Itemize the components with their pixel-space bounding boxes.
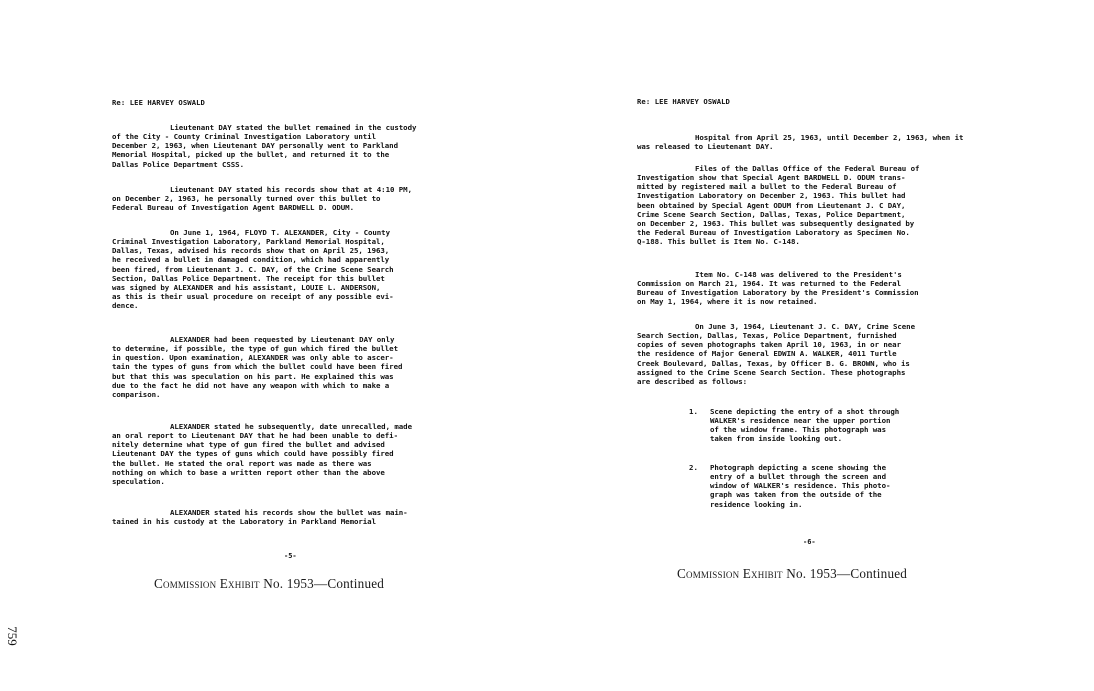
- text-line: Photograph depicting a scene showing the: [710, 463, 886, 472]
- text-line: Creek Boulevard, Dallas, Texas, by Officer B. G. BROWN, who is: [637, 358, 910, 368]
- text-line: on May 1, 1964, where it is now retained.: [637, 297, 818, 307]
- text-line: nothing on which to base a written report other than the above: [112, 467, 385, 477]
- text-line: but that this was speculation on his part. He explained this was: [112, 371, 394, 381]
- text-line: been fired, from Lieutenant J. C. DAY, of the Crime Scene Search: [112, 264, 394, 274]
- text-line: are described as follows:: [637, 376, 747, 386]
- right-paragraph-4: [637, 322, 987, 386]
- list-item-1-number: 1.: [689, 407, 698, 416]
- text-line: Dallas, Texas, advised his records show that on April 25, 1963,: [112, 246, 390, 256]
- left-page-number: -5-: [284, 552, 297, 560]
- list-item-1-text: [710, 407, 899, 444]
- right-page-number: -6-: [803, 538, 816, 546]
- text-line: ALEXANDER had been requested by Lieutenant DAY only: [170, 335, 395, 344]
- left-paragraph-4: [112, 335, 494, 399]
- text-line: Bureau of Investigation Laboratory by the President's Commission: [637, 288, 919, 298]
- text-line: to determine, if possible, the type of gun which fired the bullet: [112, 344, 398, 354]
- left-caption-rest: No. 1953—Continued: [263, 576, 385, 591]
- left-paragraph-3: [112, 228, 494, 310]
- side-page-number: 759: [4, 626, 20, 646]
- text-line: December 2, 1963, when Lieutenant DAY personally went to Parkland: [112, 141, 398, 151]
- text-line: Federal Bureau of Investigation Agent BARDWELL D. ODUM.: [112, 203, 354, 213]
- text-line: Criminal Investigation Laboratory, Parkland Memorial Hospital,: [112, 237, 385, 247]
- text-line: residence looking in.: [710, 499, 803, 509]
- text-line: of the City - County Criminal Investigation Laboratory until: [112, 132, 376, 142]
- text-line: ALEXANDER stated his records show the bullet was main-: [170, 508, 408, 517]
- text-line: WALKER's residence near the upper portion: [710, 416, 891, 426]
- text-line: Lieutenant DAY the types of guns which could have possibly fired: [112, 449, 394, 459]
- text-line: On June 1, 1964, FLOYD T. ALEXANDER, City - County: [170, 228, 390, 237]
- right-paragraph-2: [637, 164, 987, 246]
- text-line: the residence of Major General EDWIN A. WALKER, 4011 Turtle: [637, 349, 897, 359]
- text-line: was signed by ALEXANDER and his assistant, LOUIE L. ANDERSON,: [112, 282, 381, 292]
- text-line: comparison.: [112, 389, 161, 399]
- text-line: graph was taken from the outside of the: [710, 490, 882, 500]
- text-line: nitely determine what type of gun fired the bullet and advised: [112, 440, 385, 450]
- right-paragraph-3: [637, 270, 987, 307]
- right-paragraph-1: [637, 133, 987, 151]
- text-line: mitted by registered mail a bullet to the Federal Bureau of: [637, 182, 897, 192]
- text-line: Dallas Police Department CSSS.: [112, 159, 244, 169]
- text-line: due to the fact he did not have any weapon with which to make a: [112, 380, 390, 390]
- text-line: the Federal Bureau of Investigation Laboratory as Specimen No.: [637, 228, 910, 238]
- list-item-2-number: 2.: [689, 463, 698, 472]
- text-line: the bullet. He stated the oral report was made as there was: [112, 458, 372, 468]
- text-line: Commission on March 21, 1964. It was returned to the Federal: [637, 279, 901, 289]
- text-line: Hospital from April 25, 1963, until December 2, 1963, when it: [695, 133, 964, 142]
- right-re-line: Re: LEE HARVEY OSWALD: [637, 97, 730, 106]
- right-caption: [677, 566, 907, 582]
- text-line: speculation.: [112, 476, 165, 486]
- text-line: on December 2, 1963. This bullet was subsequently designated by: [637, 218, 915, 228]
- text-line: taken from inside looking out.: [710, 434, 842, 444]
- text-line: as this is their usual procedure on receipt of any possible evi-: [112, 292, 394, 302]
- text-line: he received a bullet in damaged condition, which had apparently: [112, 255, 390, 265]
- left-caption: [154, 576, 384, 592]
- text-line: was released to Lieutenant DAY.: [637, 142, 774, 152]
- right-caption-prefix: Commission Exhibit: [677, 566, 783, 581]
- text-line: Item No. C-148 was delivered to the President's: [695, 270, 902, 279]
- text-line: tained in his custody at the Laboratory in Parkland Memorial: [112, 517, 376, 527]
- text-line: Scene depicting the entry of a shot through: [710, 407, 900, 416]
- text-line: on December 2, 1963, he personally turned over this bullet to: [112, 194, 381, 204]
- text-line: been obtained by Special Agent ODUM from Lieutenant J. C DAY,: [637, 200, 906, 210]
- text-line: dence.: [112, 301, 139, 311]
- left-re-line: Re: LEE HARVEY OSWALD: [112, 98, 205, 107]
- text-line: window of WALKER's residence. This photo-: [710, 481, 891, 491]
- text-line: Search Section, Dallas, Texas, Police Department, furnished: [637, 331, 897, 341]
- text-line: Memorial Hospital, picked up the bullet, and returned it to the: [112, 150, 390, 160]
- text-line: assigned to the Crime Scene Search Section. These photographs: [637, 367, 906, 377]
- text-line: entry of a bullet through the screen and: [710, 472, 886, 482]
- text-line: Investigation show that Special Agent BARDWELL D. ODUM trans-: [637, 173, 906, 183]
- text-line: ALEXANDER stated he subsequently, date unrecalled, made: [170, 422, 412, 431]
- right-caption-rest: No. 1953—Continued: [786, 566, 908, 581]
- left-caption-prefix: Commission Exhibit: [154, 576, 260, 591]
- left-paragraph-5: [112, 422, 494, 486]
- text-line: Q-188. This bullet is Item No. C-148.: [637, 237, 800, 247]
- text-line: of the window frame. This photograph was: [710, 425, 886, 435]
- text-line: an oral report to Lieutenant DAY that he had been unable to defi-: [112, 431, 398, 441]
- text-line: Files of the Dallas Office of the Federal Bureau of: [695, 164, 920, 173]
- text-line: On June 3, 1964, Lieutenant J. C. DAY, Crime Scene: [695, 322, 915, 331]
- left-paragraph-6: [112, 508, 494, 526]
- text-line: Section, Dallas Police Department. The receipt for this bullet: [112, 273, 385, 283]
- text-line: tain the types of guns from which the bullet could have been fired: [112, 362, 403, 372]
- left-paragraph-2: [112, 185, 494, 212]
- left-paragraph-1: [112, 123, 494, 169]
- text-line: copies of seven photographs taken April 10, 1963, in or near: [637, 340, 901, 350]
- text-line: Lieutenant DAY stated his records show that at 4:10 PM,: [170, 185, 412, 194]
- text-line: Investigation Laboratory on December 2, 1963. This bullet had: [637, 191, 906, 201]
- text-line: in question. Upon examination, ALEXANDER was only able to ascer-: [112, 353, 394, 363]
- text-line: Crime Scene Search Section, Dallas, Texas, Police Department,: [637, 209, 906, 219]
- text-line: Lieutenant DAY stated the bullet remained in the custody: [170, 123, 417, 132]
- list-item-2-text: [710, 463, 890, 509]
